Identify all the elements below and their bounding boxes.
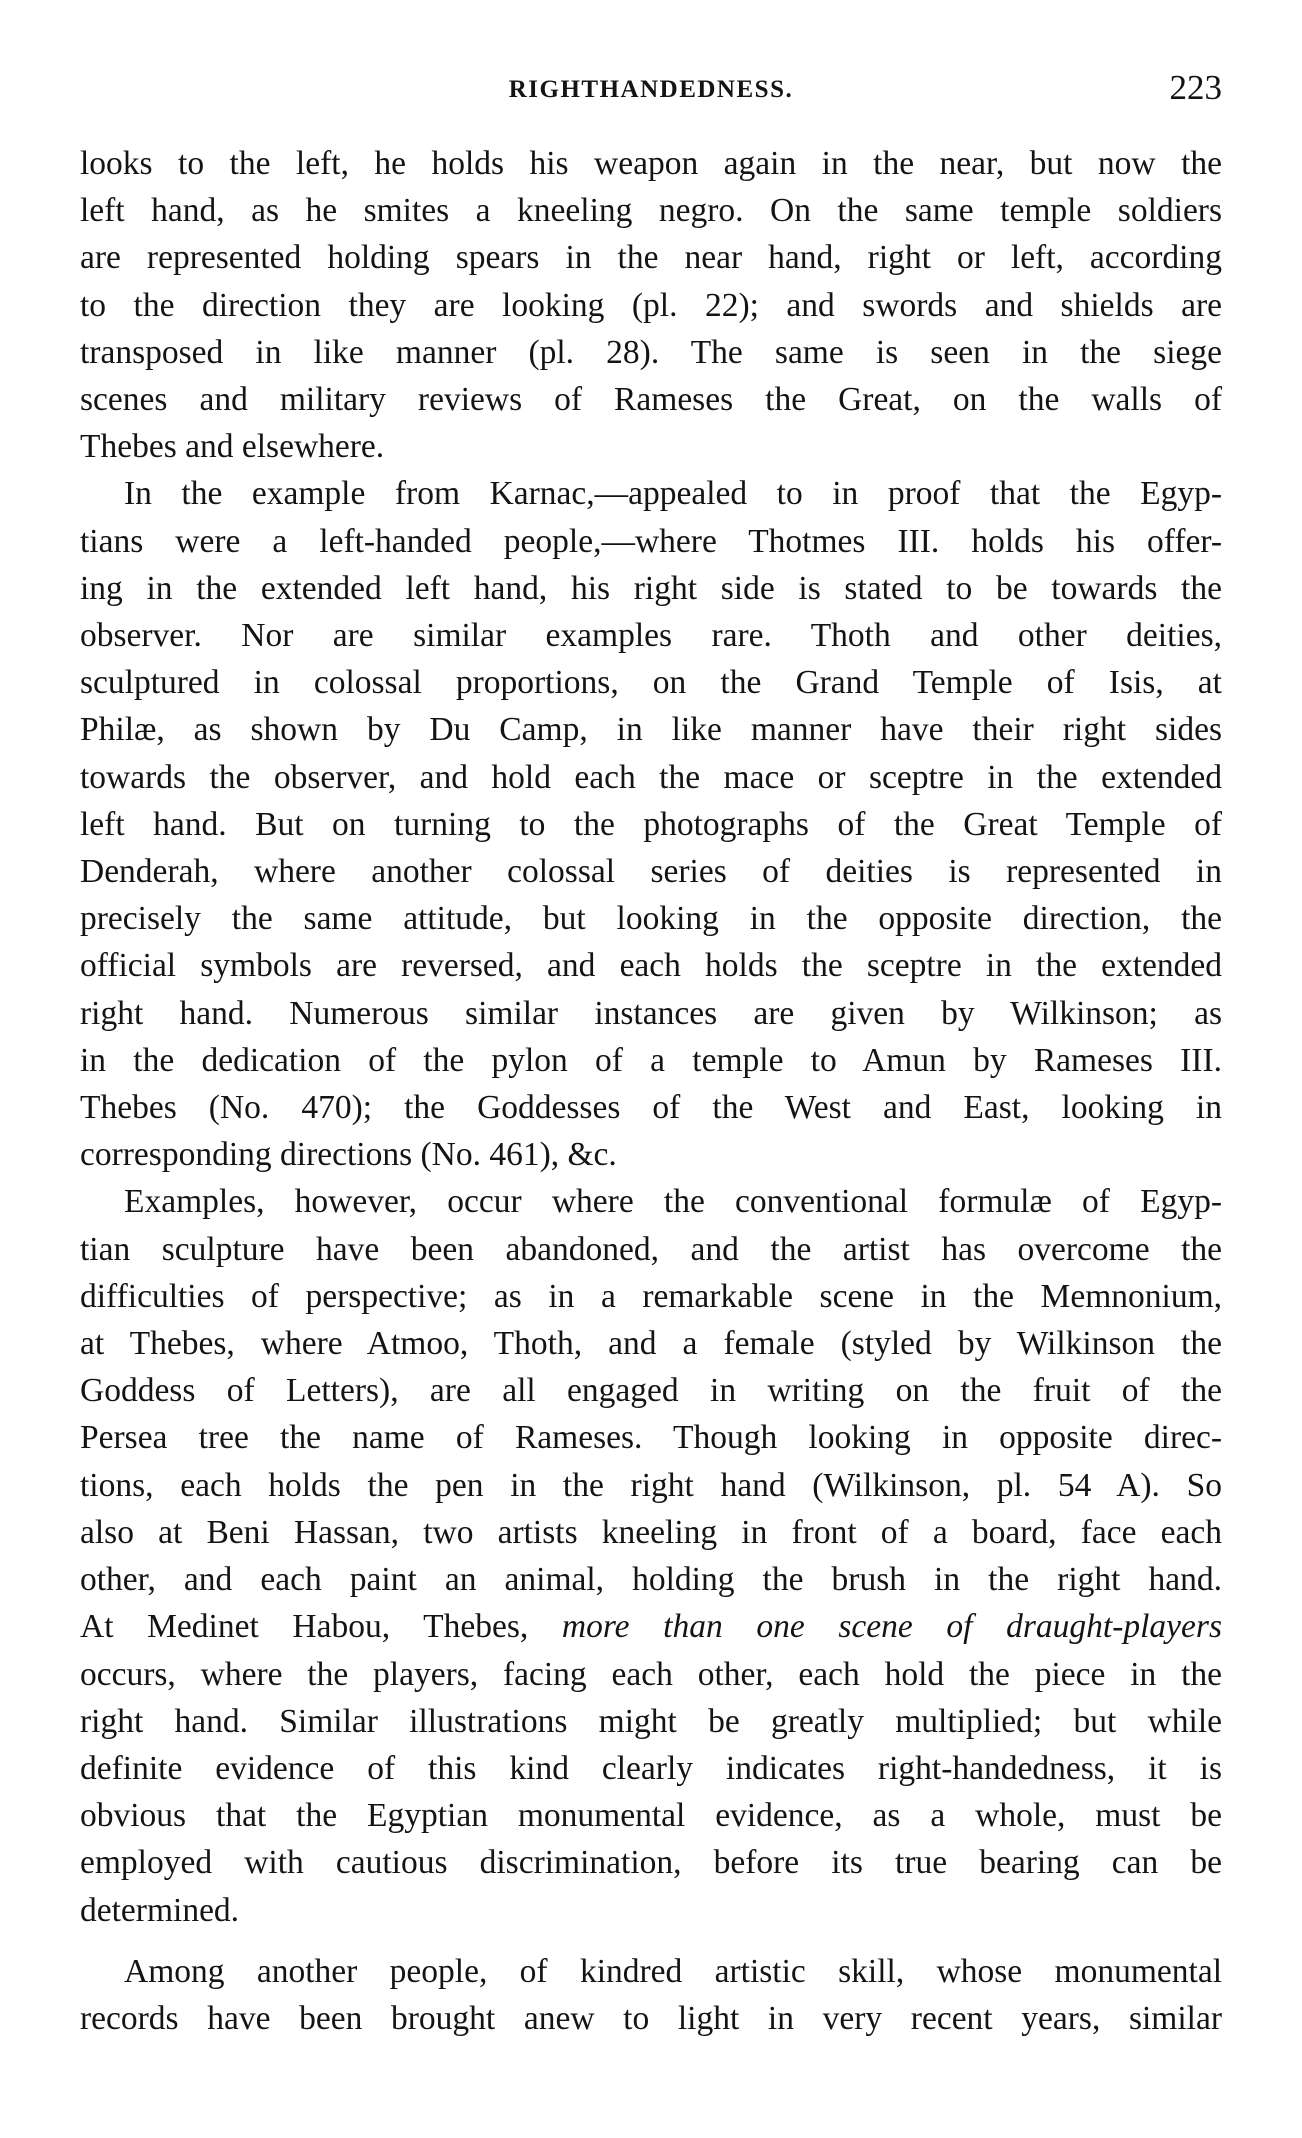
- text-line: looks to the left, he holds his weapon again in the near, but now the: [80, 145, 1222, 182]
- text-line: tions, each holds the pen in the right hand (Wilkinson, pl. 54 A). So: [80, 1466, 1222, 1504]
- text-line: tians were a left-handed people,—where Thotmes III. holds his offer-: [80, 522, 1222, 560]
- text-line: left hand. But on turning to the photographs of the Great Temple of: [80, 805, 1222, 843]
- text-line: also at Beni Hassan, two artists kneeling in front of a board, face each: [80, 1513, 1222, 1551]
- text-line: Denderah, where another colossal series of deities is represented in: [80, 853, 1222, 891]
- paragraph-1: [80, 140, 1222, 470]
- text-line: employed with cautious discrimination, before its true bearing can be: [80, 1844, 1222, 1882]
- paragraph-4: [80, 1948, 1222, 2042]
- text-line: corresponding directions (No. 461), &c.: [80, 1136, 617, 1174]
- text-line: obvious that the Egyptian monumental evidence, as a whole, must be: [80, 1797, 1222, 1835]
- text-line: Among another people, of kindred artistic skill, whose monumental: [124, 1952, 1222, 1990]
- running-title: RIGHTHANDEDNESS.: [508, 76, 794, 103]
- text-line: right hand. Similar illustrations might be greatly multiplied; but while: [80, 1702, 1222, 1740]
- page-number: 223: [1169, 68, 1222, 107]
- paragraph-2: [80, 470, 1222, 1178]
- running-head: [80, 66, 1222, 116]
- text-line: Examples, however, occur where the conventional formulæ of Egyp-: [124, 1183, 1222, 1221]
- text-line: difficulties of perspective; as in a remarkable scene in the Memnonium,: [80, 1277, 1222, 1315]
- text-line: other, and each paint an animal, holding the brush in the right hand.: [80, 1561, 1222, 1599]
- italic-text-run: more than one scene of draught-players: [561, 1608, 1222, 1646]
- text-line: In the example from Karnac,—appealed to in proof that the Egyp-: [124, 475, 1222, 513]
- text-line: right hand. Numerous similar instances are given by Wilkinson; as: [80, 994, 1222, 1032]
- body-text: [80, 140, 1222, 2042]
- text-run: At Medinet Habou, Thebes,: [80, 1608, 562, 1646]
- text-line: at Thebes, where Atmoo, Thoth, and a female (styled by Wilkinson the: [80, 1325, 1222, 1363]
- text-line: Philæ, as shown by Du Camp, in like manner have their right sides: [80, 711, 1222, 749]
- text-line-mixed: [80, 1603, 1222, 1650]
- text-line: are represented holding spears in the near hand, right or left, according: [80, 239, 1222, 277]
- text-line: records have been brought anew to light in very recent years, similar: [80, 1999, 1222, 2037]
- paragraph-3: [80, 1178, 1222, 1933]
- text-line: in the dedication of the pylon of a temple to Amun by Rameses III.: [80, 1041, 1222, 1079]
- text-line: Goddess of Letters), are all engaged in writing on the fruit of the: [80, 1372, 1222, 1410]
- text-line: sculptured in colossal proportions, on the Grand Temple of Isis, at: [80, 664, 1222, 702]
- text-line: tian sculpture have been abandoned, and the artist has overcome the: [80, 1230, 1222, 1268]
- text-line: Persea tree the name of Rameses. Though looking in opposite direc-: [80, 1419, 1222, 1457]
- text-line: transposed in like manner (pl. 28). The same is seen in the siege: [80, 333, 1222, 371]
- text-line: definite evidence of this kind clearly indicates right-handedness, it is: [80, 1749, 1222, 1787]
- text-line: precisely the same attitude, but looking in the opposite direction, the: [80, 900, 1222, 938]
- text-line: ing in the extended left hand, his right side is stated to be towards the: [80, 569, 1222, 607]
- text-line: left hand, as he smites a kneeling negro. On the same temple soldiers: [80, 192, 1222, 230]
- text-line: official symbols are reversed, and each holds the sceptre in the extended: [80, 947, 1222, 985]
- text-line: scenes and military reviews of Rameses the Great, on the walls of: [80, 381, 1222, 419]
- text-line: occurs, where the players, facing each other, each hold the piece in the: [80, 1655, 1222, 1693]
- text-line: determined.: [80, 1891, 240, 1929]
- text-line: Thebes (No. 470); the Goddesses of the West and East, looking in: [80, 1089, 1222, 1127]
- text-line: towards the observer, and hold each the mace or sceptre in the extended: [80, 758, 1222, 796]
- text-line: observer. Nor are similar examples rare. Thoth and other deities,: [80, 617, 1222, 655]
- text-line: Thebes and elsewhere.: [80, 428, 385, 466]
- text-line: to the direction they are looking (pl. 22); and swords and shields are: [80, 286, 1222, 324]
